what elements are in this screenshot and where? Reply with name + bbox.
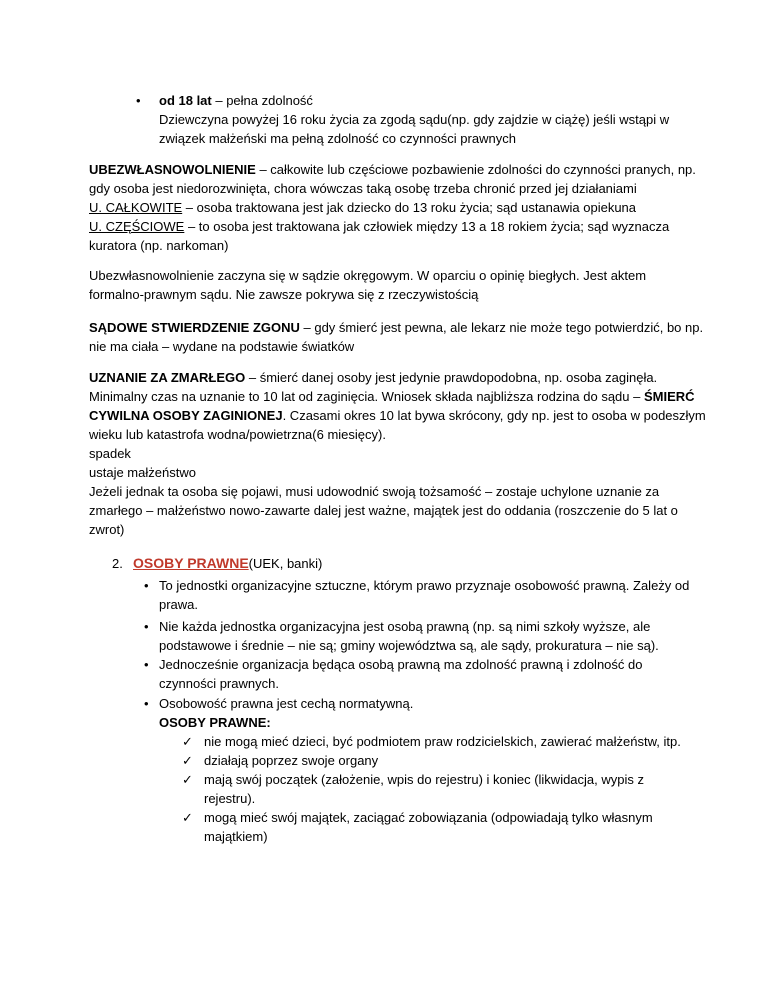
uznanie-line1: – śmierć danej osoby jest jedynie prawdopodobna, np. osoba zaginęła.	[245, 370, 658, 385]
sadowe-line2: nie ma ciała – wydane na podstawie światków	[89, 339, 355, 354]
uznanie-line3: . Czasami okres 10 lat bywa skrócony, gdy np. jest to osoba w podeszłym	[282, 408, 706, 423]
bullet-icon: •	[144, 696, 149, 711]
uznanie-line7: Jeżeli jednak ta osoba się pojawi, musi udowodnić swoją tożsamość – zostaje uchylone uznanie za	[89, 484, 660, 499]
top-item	[159, 91, 679, 148]
calkowite-text: – osoba traktowana jest jak dziecko do 13 roku życia; sąd ustanawia opiekuna	[182, 200, 637, 215]
uznanie-line2: Minimalny czas na uznanie to 10 lat od zaginięcia. Wniosek składa najbliższa rodzina do sądu –	[89, 389, 644, 404]
bullet-item	[159, 617, 679, 655]
bullet-item	[159, 655, 679, 693]
bullet-icon: •	[144, 657, 149, 672]
uznanie-line8: zmarłego – małżeństwo nowo-zawarte dalej jest ważne, majątek jest do oddania (roszczenie do 5 lat o	[89, 503, 678, 518]
top-item-line2: Dziewczyna powyżej 16 roku życia za zgodą sądu(np. gdy zajdzie w ciążę) jeśli wstąpi w	[159, 112, 670, 127]
top-item-bold: od 18 lat	[159, 93, 212, 108]
calkowite-term: U. CAŁKOWITE	[89, 200, 183, 215]
uznanie-paragraph	[89, 368, 706, 539]
ubezwl-term: UBEZWŁASNOWOLNIENIE	[89, 162, 256, 177]
bullet-item-line: Osobowość prawna jest cechą normatywną.	[159, 696, 414, 711]
checklist-item-line: działają poprzez swoje organy	[204, 753, 379, 768]
sadowe-line1: – gdy śmierć jest pewna, ale lekarz nie może tego potwierdzić, bo np.	[299, 320, 704, 335]
bullet-item-line: czynności prawnych.	[159, 676, 279, 691]
bullet-icon: •	[144, 619, 149, 634]
checklist-item	[204, 808, 684, 846]
smierc-term: ŚMIERĆ	[643, 389, 695, 404]
bullet-item-line: podstawowe i średnie – nie są; gminy województwa są, ale sądy, prokuratura – nie są).	[159, 638, 659, 653]
bullet-item-line: Jednocześnie organizacja będąca osobą prawną ma zdolność prawną i zdolność do	[159, 657, 643, 672]
checkmark-icon: ✓	[182, 810, 193, 825]
section-title: OSOBY PRAWNE	[133, 555, 249, 571]
checklist-item	[204, 751, 684, 770]
checklist-item-line: mogą mieć swój majątek, zaciągać zobowiązania (odpowiadają tylko własnym	[204, 810, 653, 825]
checkmark-icon: ✓	[182, 753, 193, 768]
court-line2: formalno-prawnym sądu. Nie zawsze pokrywa się z rzeczywistością	[89, 287, 479, 302]
czesciowe-term: U. CZĘŚCIOWE	[89, 219, 185, 234]
czesciowe-text: – to osoba jest traktowana jak człowiek między 13 a 18 rokiem życia; sąd wyznacza	[184, 219, 670, 234]
section-number: 2.	[112, 556, 123, 571]
uznanie-term: UZNANIE ZA ZMARŁEGO	[89, 370, 246, 385]
section2-heading	[112, 554, 322, 573]
checkmark-icon: ✓	[182, 734, 193, 749]
checklist-item-line: rejestru).	[204, 791, 256, 806]
uznanie-line4: wieku lub katastrofa wodna/powietrzna(6 miesięcy).	[89, 427, 386, 442]
checklist-item-line: nie mogą mieć dzieci, być podmiotem praw rodzicielskich, zawierać małżeństw, itp.	[204, 734, 681, 749]
ubezwl-paragraph	[89, 160, 696, 255]
ubezwl-court-paragraph	[89, 266, 679, 304]
sadowe-paragraph	[89, 318, 704, 356]
checkmark-icon: ✓	[182, 772, 193, 787]
uznanie-line5: spadek	[89, 446, 131, 461]
top-item-line3: związek małżeński ma pełną zdolność co czynności prawnych	[159, 131, 516, 146]
checklist-item-line: majątkiem)	[204, 829, 268, 844]
cywilna-term: CYWILNA OSOBY ZAGINIONEJ	[89, 408, 283, 423]
sub-heading: OSOBY PRAWNE:	[159, 715, 271, 730]
bullet-item-line: Nie każda jednostka organizacyjna jest osobą prawną (np. są nimi szkoły wyższe, ale	[159, 619, 651, 634]
bullet-item-line: To jednostki organizacyjne sztuczne, którym prawo przyznaje osobowość prawną. Zależy od	[159, 578, 690, 593]
ubezwl-line2: gdy osoba jest niedorozwinięta, chora wówczas taką osobę trzeba chronić przed jej działaniami	[89, 181, 637, 196]
ubezwl-line1: – całkowite lub częściowe pozbawienie zdolności do czynności pranych, np.	[255, 162, 696, 177]
section-suffix: (UEK, banki)	[248, 556, 323, 571]
uznanie-line9: zwrot)	[89, 522, 125, 537]
checklist-item	[204, 732, 684, 751]
bullet-item	[159, 694, 679, 713]
checklist-item	[204, 770, 684, 808]
checklist-item-line: mają swój początek (założenie, wpis do rejestru) i koniec (likwidacja, wypis z	[204, 772, 645, 787]
bullet-icon: •	[144, 578, 149, 593]
bullet-item-line: prawa.	[159, 597, 199, 612]
sadowe-term: SĄDOWE STWIERDZENIE ZGONU	[89, 320, 300, 335]
court-line1: Ubezwłasnowolnienie zaczyna się w sądzie okręgowym. W oparciu o opinię biegłych. Jest aktem	[89, 268, 647, 283]
czesciowe-line2: kuratora (np. narkoman)	[89, 238, 229, 253]
bullet-item	[159, 576, 690, 614]
bullet-icon: •	[136, 93, 141, 108]
uznanie-line6: ustaje małżeństwo	[89, 465, 196, 480]
top-item-rest: – pełna zdolność	[211, 93, 313, 108]
